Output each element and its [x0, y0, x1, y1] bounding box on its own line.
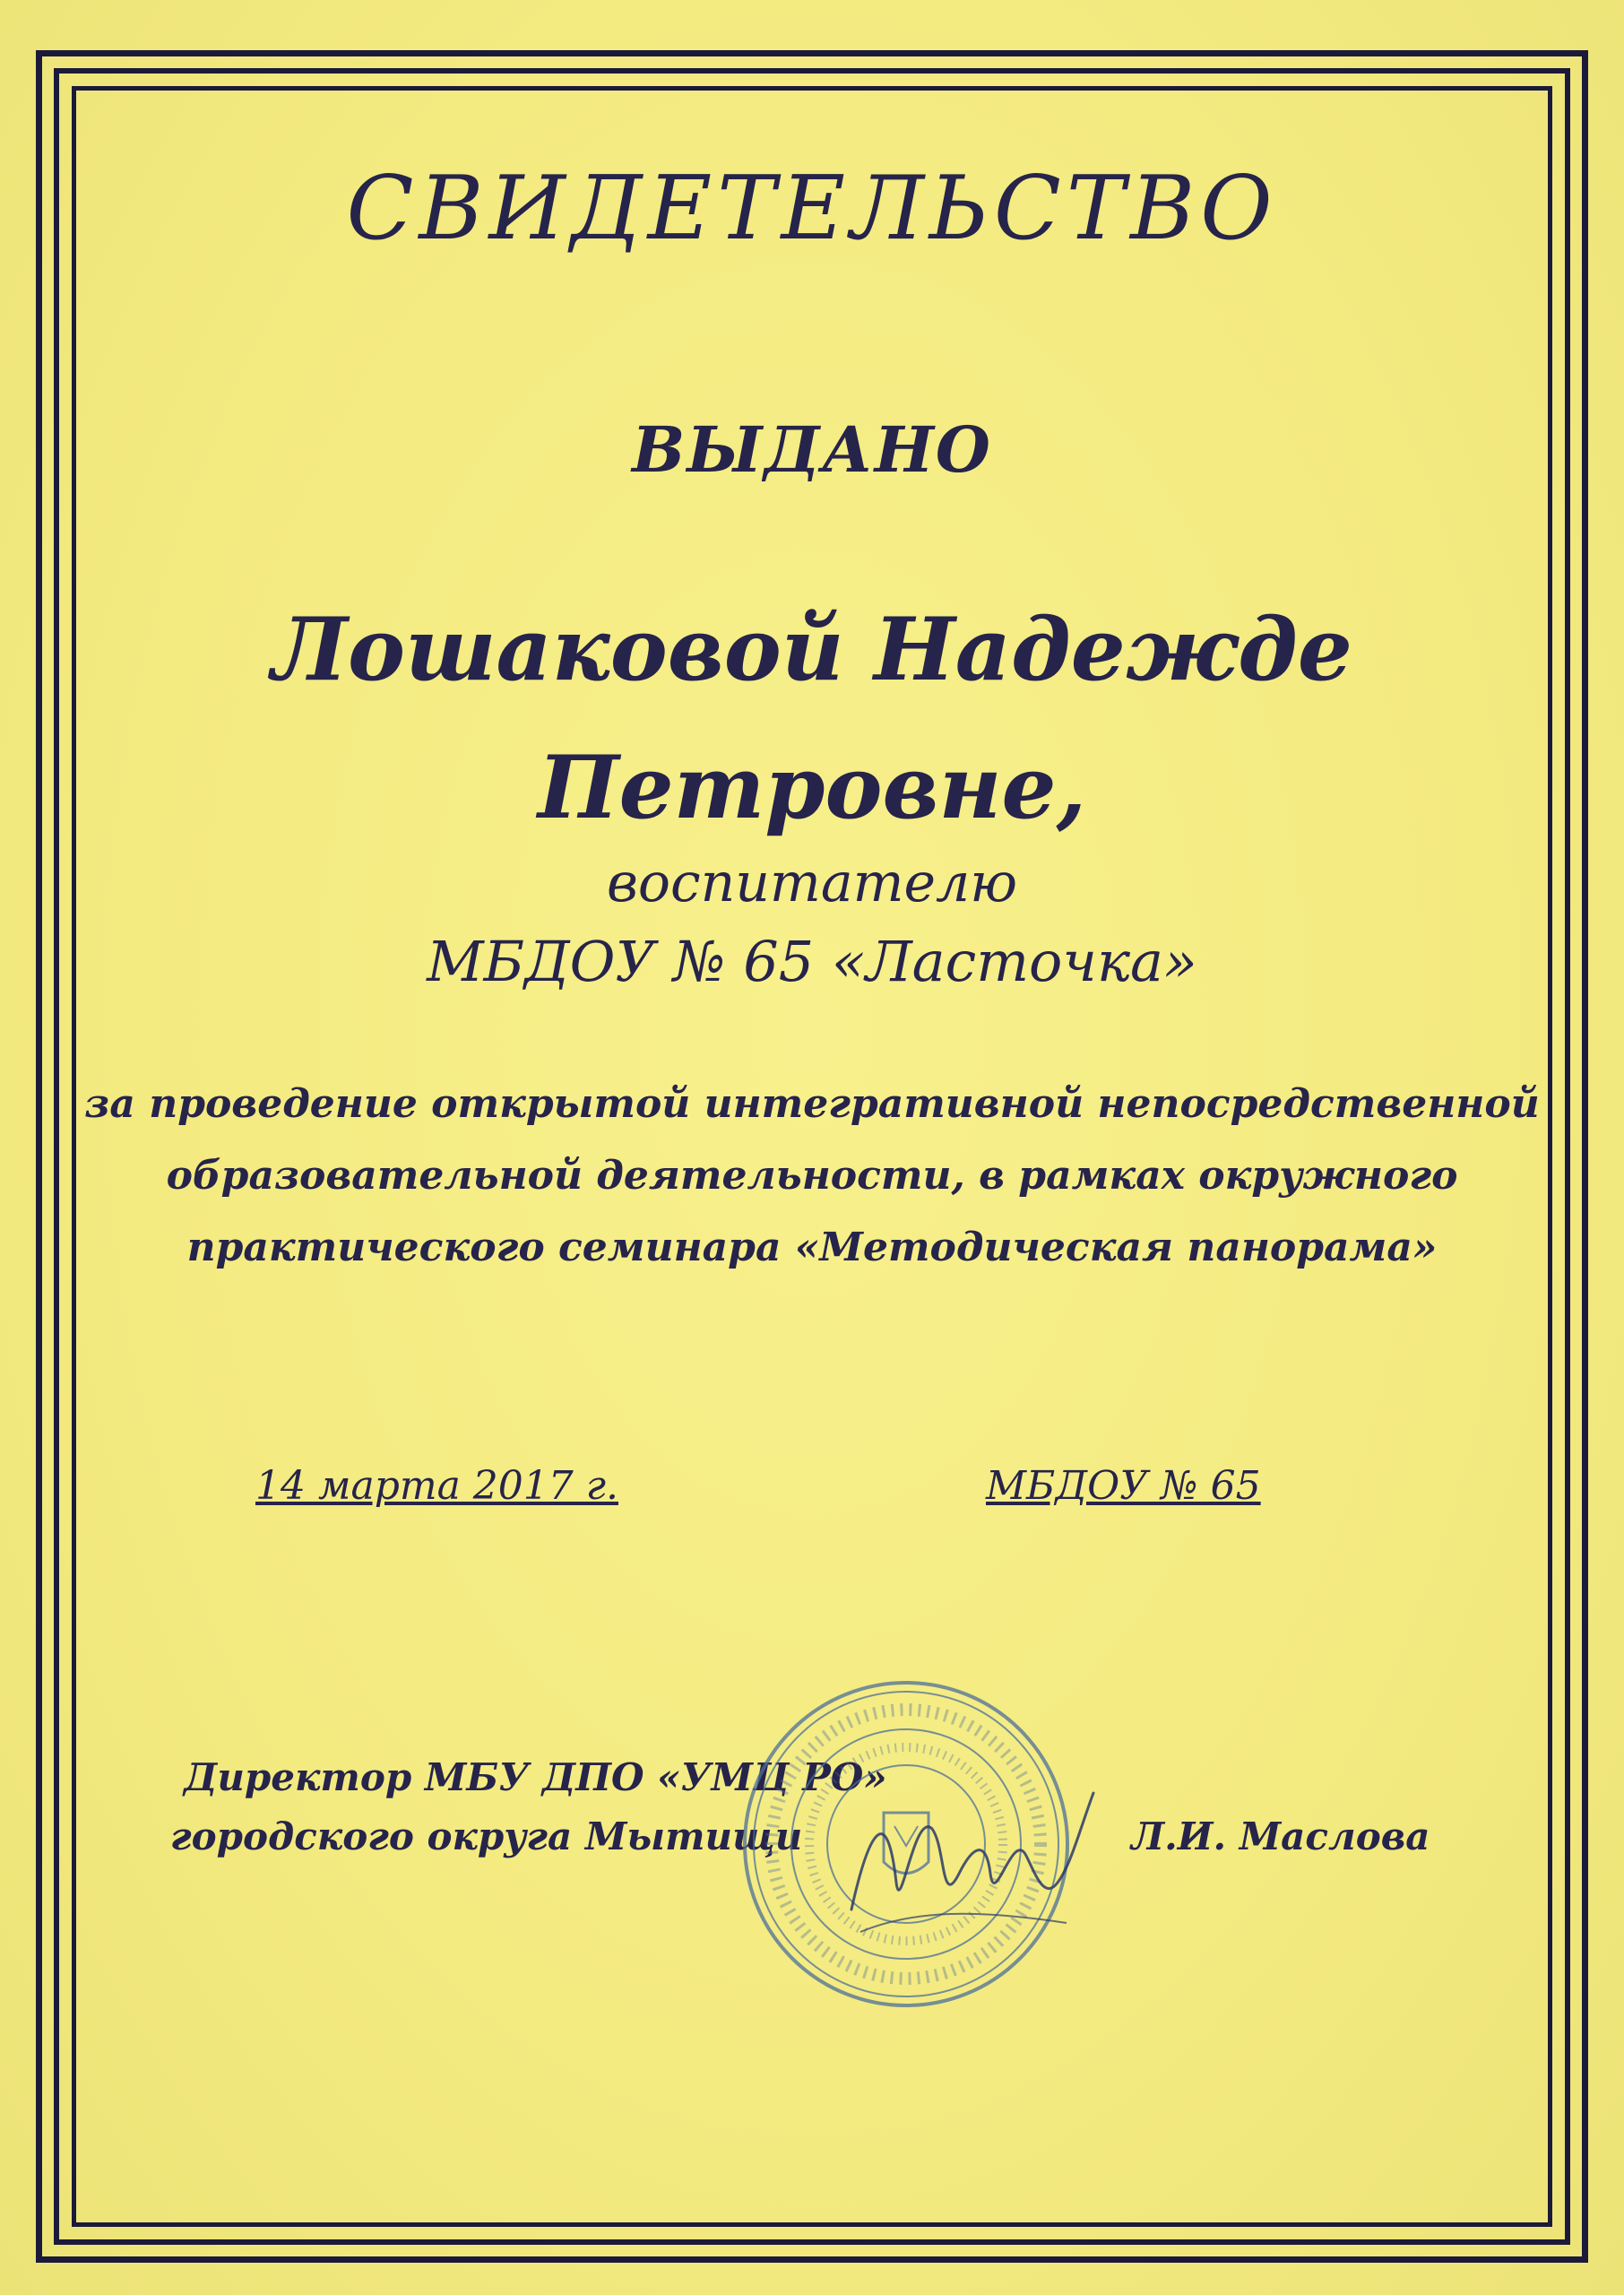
issuing-institution: МБДОУ № 65 — [986, 1463, 1261, 1509]
recipient-position: воспитателю — [606, 852, 1018, 914]
award-reason — [0, 1069, 1624, 1284]
signatory-title-line2: городского округа Мытищи — [170, 1814, 803, 1858]
award-reason-line: практического семинара «Методическая панорама» — [186, 1225, 1438, 1270]
handwritten-signature — [834, 1775, 1102, 1945]
recipient-name-line2: Петровне, — [537, 737, 1087, 838]
issue-date: 14 марта 2017 г. — [255, 1463, 618, 1509]
recipient-organization: МБДОУ № 65 «Ласточка» — [427, 929, 1197, 994]
issued-label: ВЫДАНО — [632, 412, 992, 487]
recipient-name-line1: Лошаковой Надежде — [272, 599, 1352, 700]
signatory-name: Л.И. Маслова — [1131, 1814, 1430, 1858]
award-reason-line: за проведение открытой интегративной непосредственной — [84, 1081, 1540, 1127]
award-reason-line: образовательной деятельности, в рамках окружного — [166, 1153, 1458, 1199]
signatory-title-line1: Директор МБУ ДПО «УМЦ РО» — [184, 1755, 887, 1799]
certificate-title: СВИДЕТЕЛЬСТВО — [346, 158, 1278, 260]
